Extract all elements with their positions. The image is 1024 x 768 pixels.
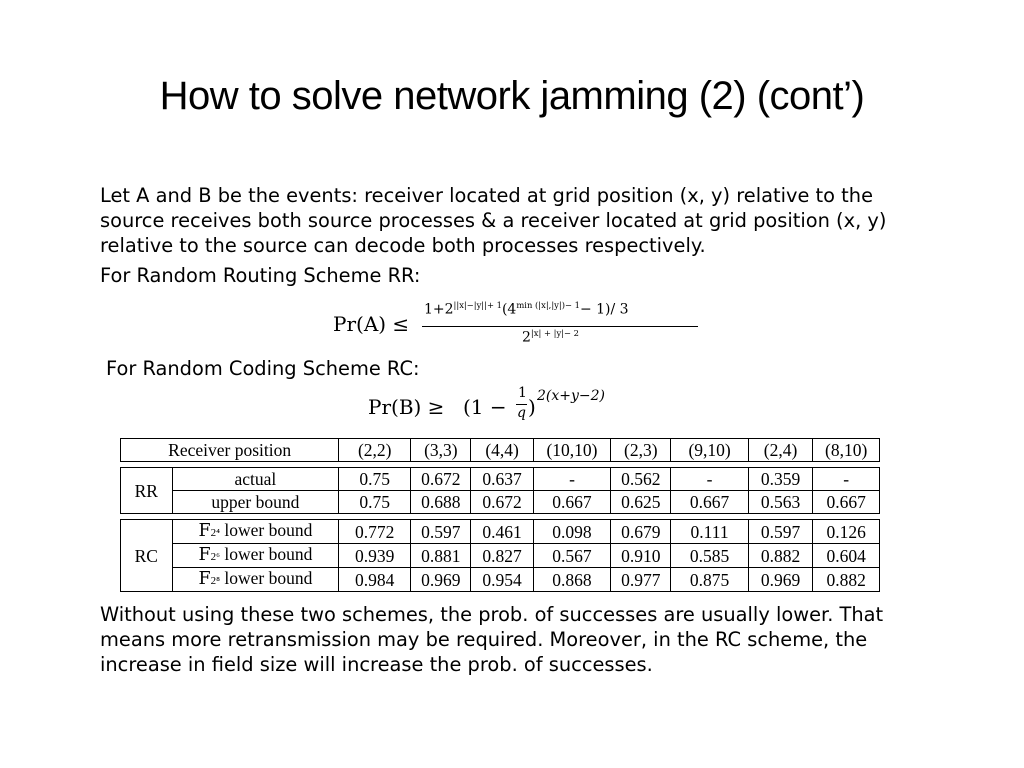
table-row [121,468,880,491]
table-cell: 0.75 [339,491,411,514]
formula-b-lhs: Pr(B) ≥ [368,395,445,419]
table-cell: 0.667 [813,491,880,514]
table-cell: 0.126 [813,520,880,544]
position-header: (2,4) [748,439,813,462]
table-cell: 0.875 [671,568,748,592]
conclusion-text: Without using these two schemes, the prob. of successes are usually lower. That means more retransmission may be required. Moreover, in the RC scheme, the increase in field size will increase the prob. of successes. [100,603,884,676]
table-row [121,544,880,568]
table-cell: 0.688 [411,491,471,514]
table-cell: 0.954 [471,568,533,592]
events-definition-text: Let A and B be the events: receiver located at grid position (x, y) relative to the source receives both source processes & a receiver located at grid position (x, y) relative to the source can decode both processes respectively. [100,184,887,257]
table-cell: - [813,468,880,491]
table-cell: 0.461 [471,520,533,544]
rr-table [120,467,880,514]
table-cell: 0.882 [813,568,880,592]
formula-a-numerator [424,300,629,318]
formula-a-den-base: 2 [522,329,531,346]
field-exponent: 2⁸ [210,575,220,587]
table-cell: 0.637 [471,468,533,491]
table-row [121,520,880,544]
formula-a-lhs: Pr(A) ≤ [333,312,410,336]
table-cell: 0.910 [611,544,671,568]
table-cell: 0.969 [748,568,813,592]
position-header: (8,10) [813,439,880,462]
table-cell: 0.359 [748,468,813,491]
position-header: (2,2) [339,439,411,462]
formula-a-num-base: 1+2 [424,301,454,318]
field-symbol: F [198,545,211,565]
row-label [172,568,339,592]
rc-table [120,519,880,592]
formula-a-denominator [522,328,579,346]
table-cell: 0.597 [748,520,813,544]
formula-b-frac-den: q [517,405,526,421]
table-cell: 0.667 [671,491,748,514]
header-table [120,438,880,462]
table-cell: 0.585 [671,544,748,568]
header-row [121,439,880,462]
formula-a-den-exp: |x| + |y|− 2 [530,328,580,338]
table-cell: 0.098 [533,520,610,544]
field-symbol: F [198,569,211,589]
position-header: (3,3) [411,439,471,462]
table-cell: 0.672 [411,468,471,491]
table-cell: 0.977 [611,568,671,592]
table-row [121,491,880,514]
formula-a-num-tail: − 1)/ 3 [579,301,629,318]
receiver-position-header: Receiver position [121,439,339,462]
table-cell: 0.604 [813,544,880,568]
rc-group-label: RC [121,520,173,592]
table-cell: 0.827 [471,544,533,568]
formula-a-num-mid: (4 [501,301,517,318]
table-cell: 0.679 [611,520,671,544]
table-cell: 0.969 [411,568,471,592]
table-cell: 0.111 [671,520,748,544]
table-row [121,568,880,592]
table-cell: 0.75 [339,468,411,491]
table-cell: 0.882 [748,544,813,568]
position-header: (4,4) [471,439,533,462]
row-label-text: lower bound [224,520,313,540]
field-exponent: 2⁶ [210,551,220,563]
table-cell: 0.868 [533,568,610,592]
position-header: (10,10) [533,439,610,462]
table-cell: 0.597 [411,520,471,544]
formula-b-frac-num: 1 [518,385,527,401]
field-exponent: 2⁴ [210,527,220,539]
table-cell: 0.625 [611,491,671,514]
table-cell: 0.562 [611,468,671,491]
formula-a-fraction-bar [422,326,698,327]
position-header: (9,10) [671,439,748,462]
formula-b-open: (1 − [463,395,507,419]
row-label [172,544,339,568]
table-cell: 0.563 [748,491,813,514]
rr-group-label: RR [121,468,173,514]
table-cell: 0.667 [533,491,610,514]
rc-heading-text: For Random Coding Scheme RC: [106,357,420,380]
field-symbol: F [198,521,211,541]
row-label: actual [172,468,339,491]
formula-a-num-exp-2: min (|x|,|y|)− 1 [516,300,580,310]
table-cell: 0.881 [411,544,471,568]
table-cell: 0.672 [471,491,533,514]
formula-b-close: ) [528,395,536,419]
row-label: upper bound [172,491,339,514]
position-header: (2,3) [611,439,671,462]
table-cell: 0.772 [339,520,411,544]
formula-a-num-exp-1: ||x|−|y||+ 1 [453,300,502,310]
table-cell: 0.984 [339,568,411,592]
row-label-text: lower bound [224,544,313,564]
table-cell: 0.939 [339,544,411,568]
table-cell: - [533,468,610,491]
row-label [172,520,339,544]
rr-heading-text: For Random Routing Scheme RR: [100,264,421,287]
table-cell: 0.567 [533,544,610,568]
row-label-text: lower bound [224,568,313,588]
slide-title: How to solve network jamming (2) (cont’) [159,74,865,118]
table-cell: - [671,468,748,491]
formula-b-exponent: 2(x+y−2) [537,388,606,404]
